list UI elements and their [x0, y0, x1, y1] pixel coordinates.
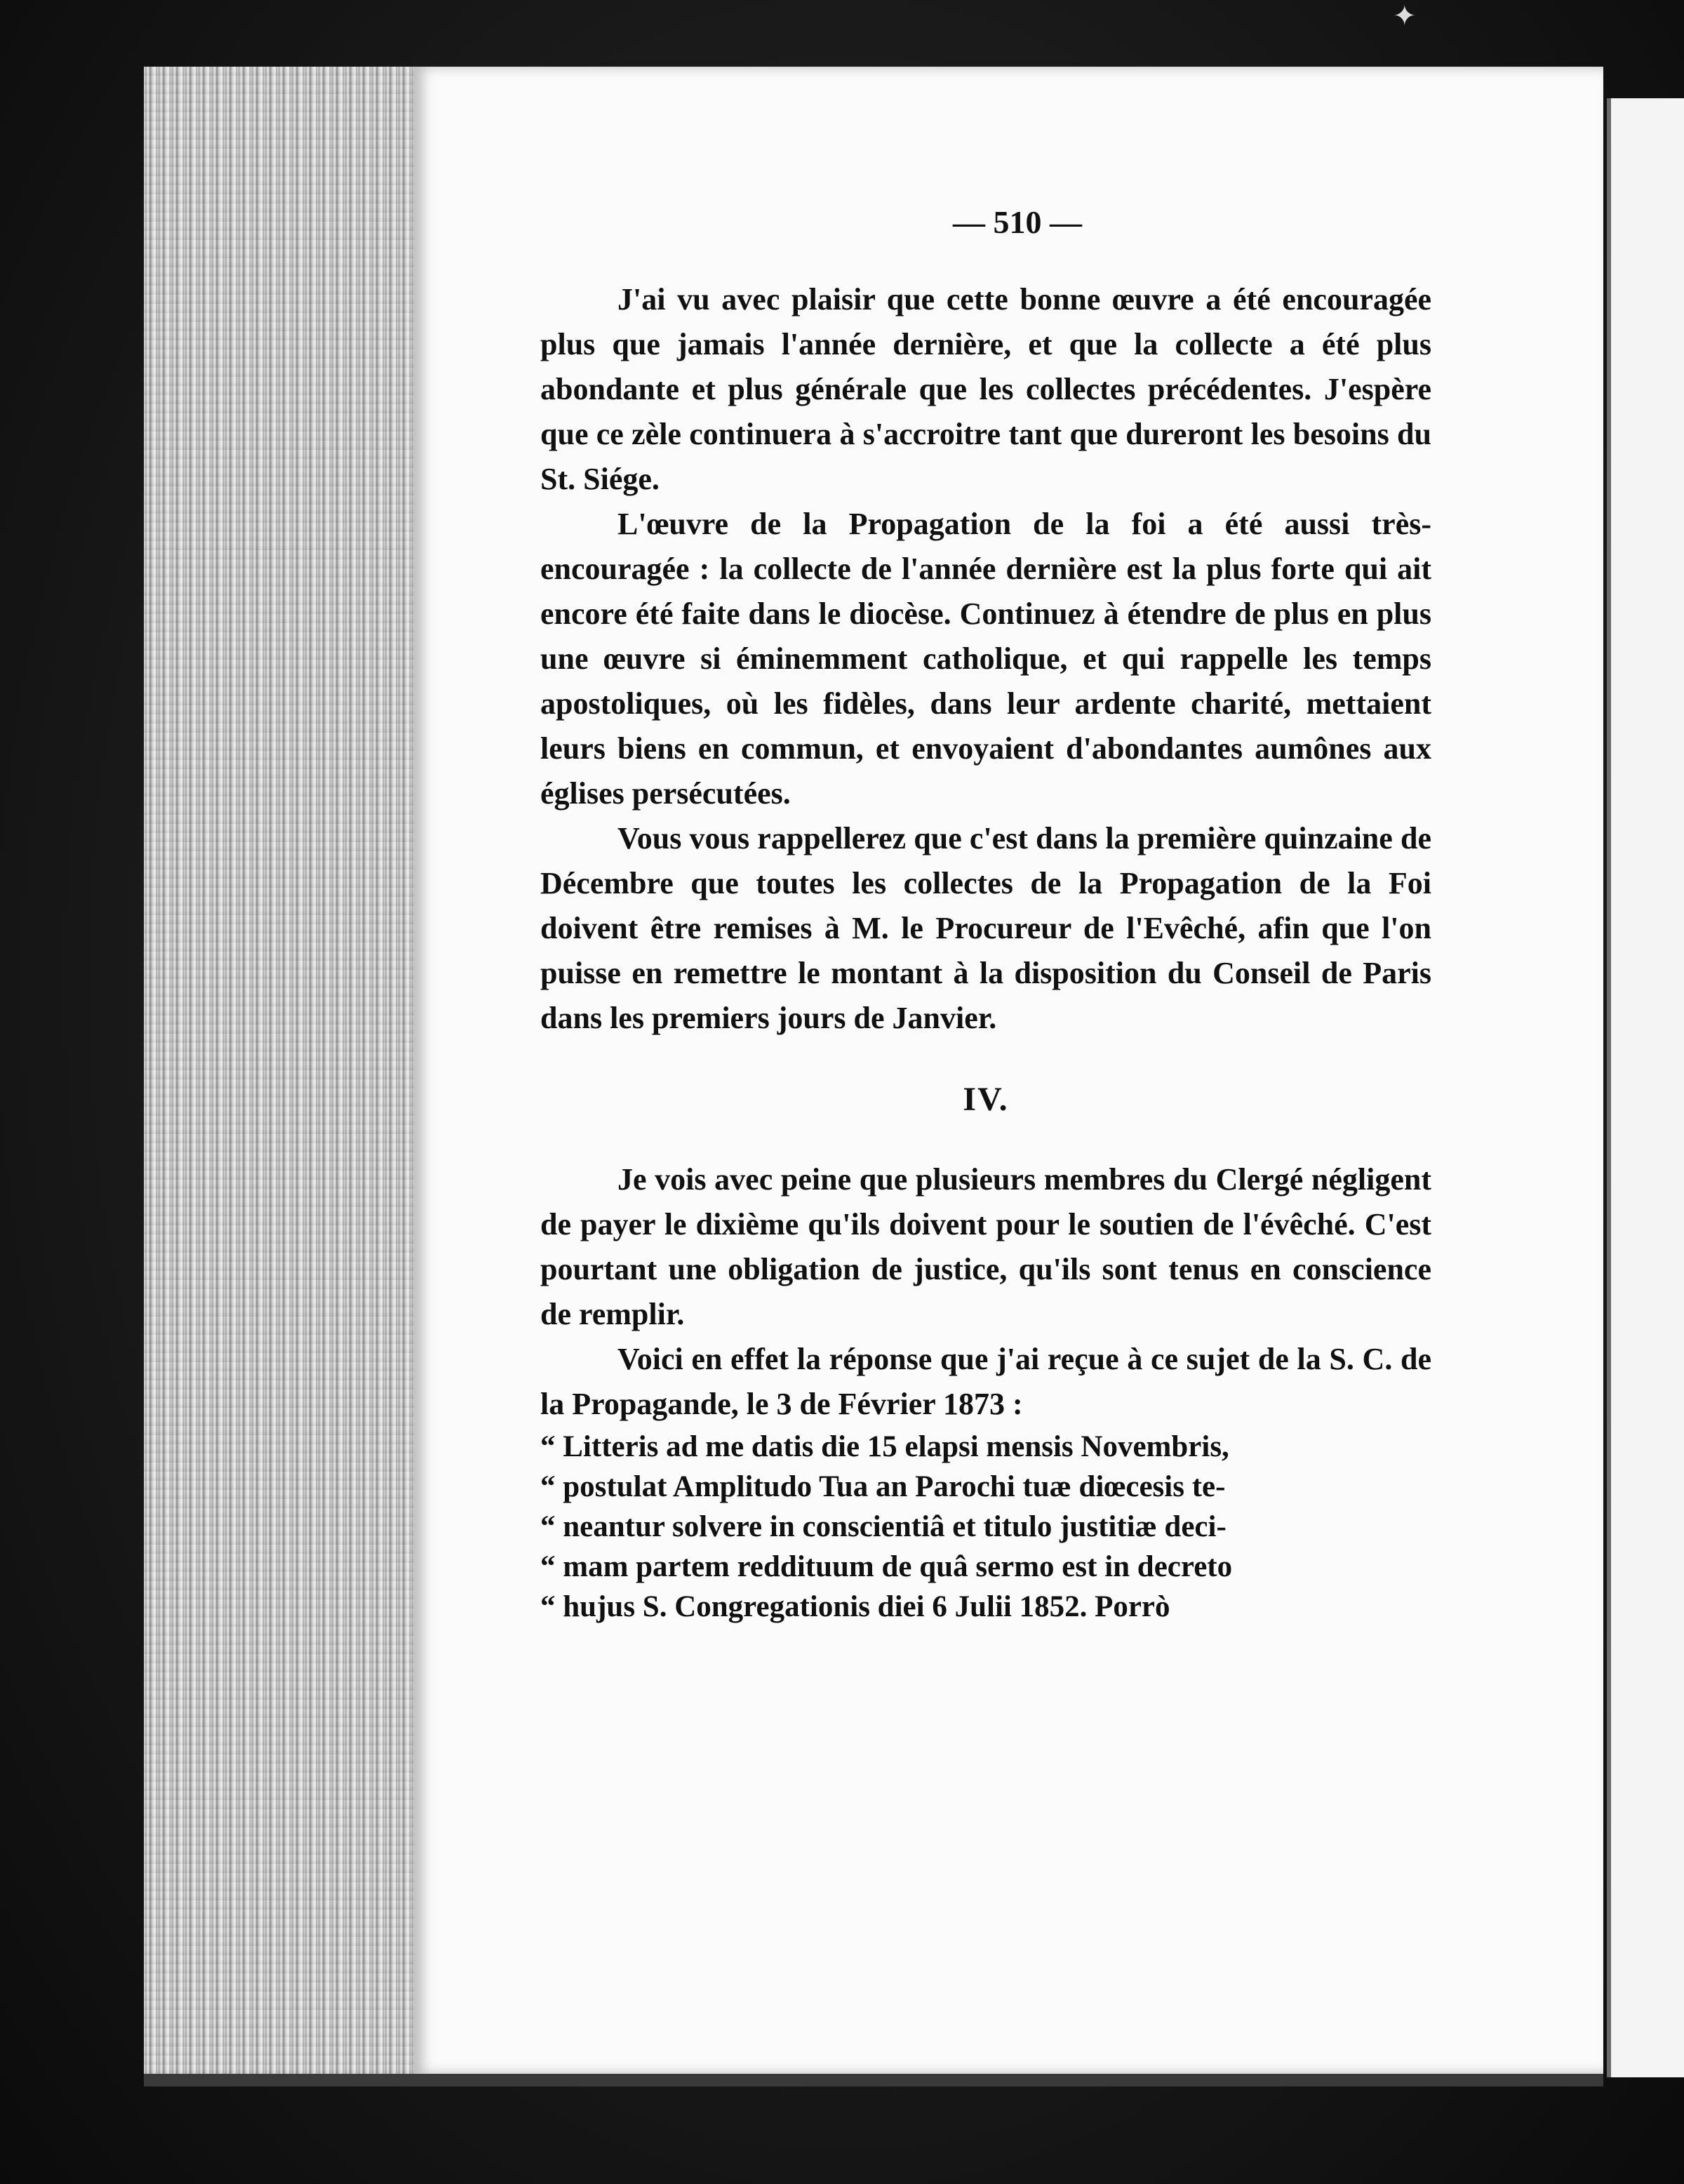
- latin-quotation: [540, 1427, 1431, 1627]
- paragraph-collectes-decembre: Vous vous rappellerez que c'est dans la première quinzaine de Décembre que toutes les collectes de la Propagation de la Foi doivent être remises à M. le Procureur de l'Evêché, afin que l'on puisse en remettre le montant à la disposition du Conseil de Paris dans les premiers jours de Janvier.: [540, 821, 1431, 1035]
- paragraph-collecte-st-siege: J'ai vu avec plaisir que cette bonne œuvre a été encouragée plus que jamais l'année dernière, et que la collecte a été plus abondante et plus générale que les collectes précédentes. J'espère que ce zèle continuera à s'accroitre tant que dureront les besoins du St. Siége.: [540, 282, 1431, 496]
- paragraph-propagation-foi: L'œuvre de la Propagation de la foi a été aussi très-encouragée : la collecte de l'année dernière est la plus forte qui ait encore été faite dans le diocèse. Continuez à étendre de plus en plus une œuvre si éminemment catholique, et qui rappelle les temps apostoliques, où les fidèles, dans leur ardente charité, mettaient leurs biens en commun, et envoyaient d'abondantes aumônes aux églises persécutées.: [540, 507, 1431, 811]
- paragraph-dixieme-clerge: Je vois avec peine que plusieurs membres du Clergé négligent de payer le dixième qu'ils doivent pour le soutien de l'évêché. C'est pourtant une obligation de justice, qu'ils sont tenus en conscience de remplir.: [540, 1162, 1431, 1331]
- quote-line: “ hujus S. Congregationis diei 6 Julii 1852. Porrò: [540, 1590, 1170, 1623]
- quote-line: “ neantur solvere in conscientiâ et titulo justitiæ deci-: [540, 1510, 1227, 1543]
- page-number: — 510 —: [953, 204, 1082, 240]
- book-page-edges: [144, 67, 416, 2074]
- quote-line: “ mam partem reddituum de quâ sermo est in decreto: [540, 1550, 1233, 1583]
- quote-line: “ Litteris ad me datis die 15 elapsi mensis Novembris,: [540, 1430, 1229, 1463]
- adjacent-page-edge: [1607, 98, 1684, 2077]
- page-body: [540, 277, 1431, 1627]
- quote-line: “ postulat Amplitudo Tua an Parochi tuæ diœcesis te-: [540, 1470, 1226, 1503]
- paragraph-reponse-propagande: Voici en effet la réponse que j'ai reçue à ce sujet de la S. C. de la Propagande, le 3 de Février 1873 :: [540, 1342, 1431, 1421]
- page-bottom-shadow: [144, 2074, 1603, 2086]
- section-heading: IV.: [963, 1081, 1009, 1118]
- scan-speck-icon: ✦: [1393, 0, 1417, 32]
